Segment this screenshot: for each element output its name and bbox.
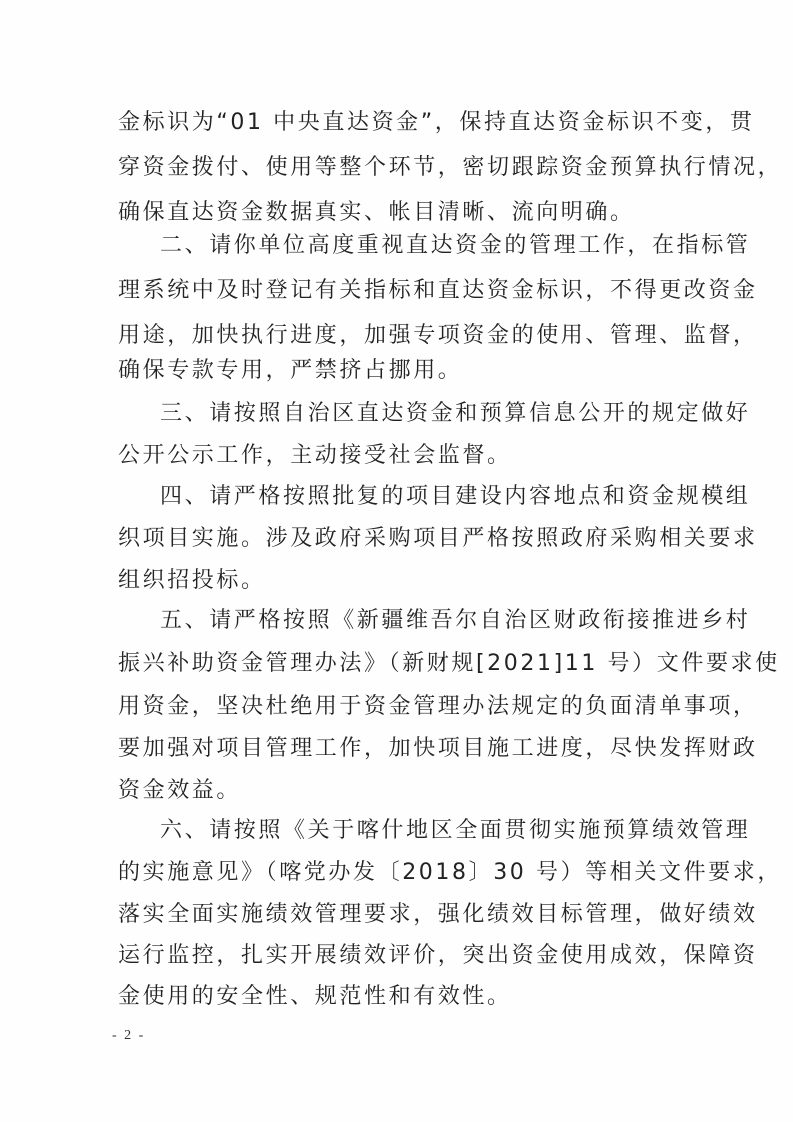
paragraph-6-first-line: 六、请按照《关于喀什地区全面贯彻实施预算绩效管理 [160, 818, 751, 843]
body-line: 金使用的安全性、规范性和有效性。 [118, 984, 512, 1009]
body-line: 运行监控，扎实开展绩效评价，突出资金使用成效，保障资 [118, 943, 758, 968]
body-line: 金标识为“01 中央直达资金”，保持直达资金标识不变，贯 [118, 110, 755, 135]
paragraph-3-first-line: 三、请按照自治区直达资金和预算信息公开的规定做好 [160, 401, 751, 426]
body-line: 要加强对项目管理工作，加快项目施工进度，尽快发挥财政 [118, 736, 758, 761]
body-line: 用资金，坚决杜绝用于资金管理办法规定的负面清单事项， [118, 694, 758, 719]
paragraph-5-first-line: 五、请严格按照《新疆维吾尔自治区财政衔接推进乡村 [160, 608, 751, 633]
paragraph-4-first-line: 四、请严格按照批复的项目建设内容地点和资金规模组 [160, 484, 751, 509]
body-line: 穿资金拨付、使用等整个环节，密切跟踪资金预算执行情况， [118, 155, 783, 180]
body-line: 落实全面实施绩效管理要求，强化绩效目标管理，做好绩效 [118, 902, 758, 927]
page-number: - 2 - [112, 1028, 146, 1043]
body-line: 资金效益。 [118, 778, 242, 803]
paragraph-2-first-line: 二、请你单位高度重视直达资金的管理工作，在指标管 [160, 233, 751, 258]
body-line: 组织招投标。 [118, 568, 266, 593]
body-line: 确保专款专用，严禁挤占挪用。 [118, 358, 463, 383]
body-line: 的实施意见》（喀党办发〔2018〕30 号）等相关文件要求， [118, 860, 782, 885]
body-line: 振兴补助资金管理办法》（新财规[2021]11 号）文件要求使 [118, 651, 780, 676]
body-line: 确保直达资金数据真实、帐目清晰、流向明确。 [118, 200, 635, 225]
body-line: 织项目实施。涉及政府采购项目严格按照政府采购相关要求 [118, 526, 758, 551]
body-line: 公开公示工作，主动接受社会监督。 [118, 443, 512, 468]
body-line: 理系统中及时登记有关指标和直达资金标识，不得更改资金 [118, 278, 758, 303]
body-line: 用途，加快执行进度，加强专项资金的使用、管理、监督， [118, 323, 758, 348]
